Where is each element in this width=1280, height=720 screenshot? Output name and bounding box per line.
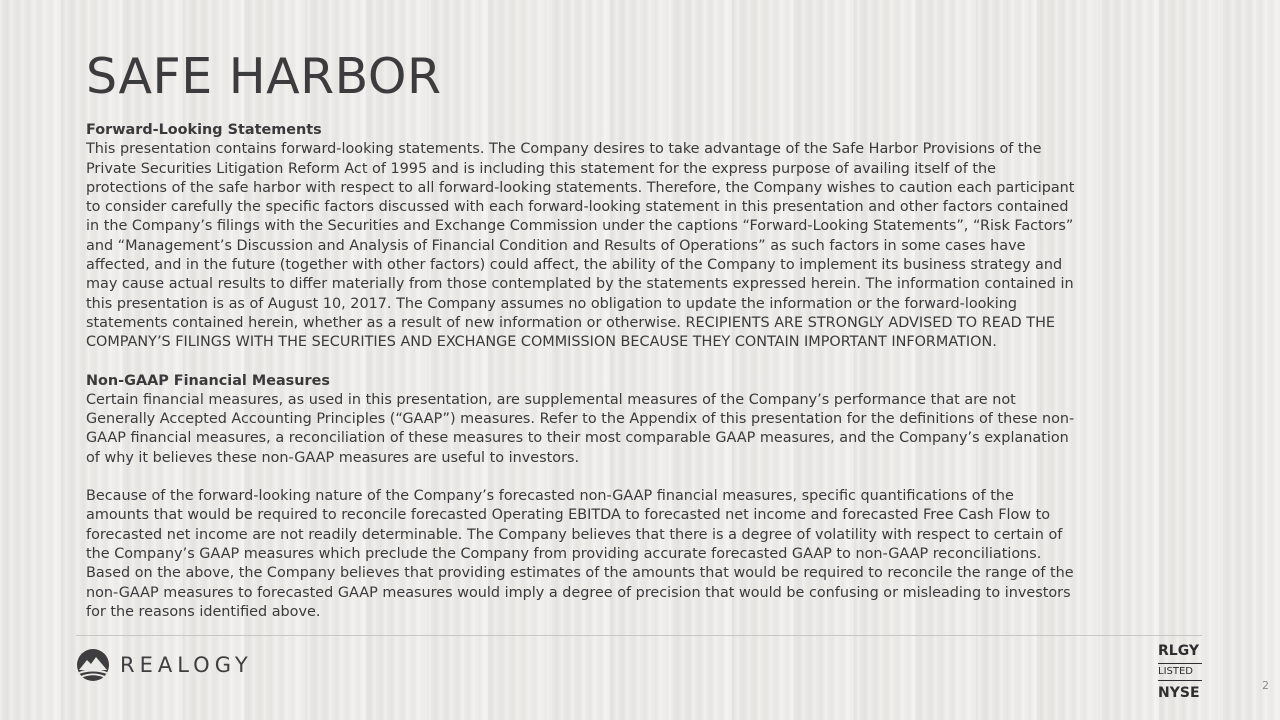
mountain-logo-icon [76,648,110,682]
text-line: for the reasons identified above. [86,603,321,620]
text-line: Private Securities Litigation Reform Act of 1995 and is including this statement for the express purpose of availing itself of the [86,160,996,177]
text-line: of why it believes these non-GAAP measures are useful to investors. [86,449,580,466]
listed-label: LISTED [1158,663,1202,681]
page-number: 2 [1262,679,1269,692]
slide-title: SAFE HARBOR [86,48,442,105]
text-line: non-GAAP measures to forecasted GAAP measures would imply a degree of precision that would be confusing or misleading to investors [86,584,1071,601]
text-line: This presentation contains forward-looking statements. The Company desires to take advantage of the Safe Harbor Provisions of the [86,141,1042,158]
text-line: affected, and in the future (together with other factors) could affect, the ability of the Company to implement its business strategy and [86,257,1063,274]
logo-wordmark: REALOGY [120,653,253,677]
text-line: GAAP financial measures, a reconciliation of these measures to their most comparable GAAP measures, and the Company’s explanation [86,430,1069,447]
text-line: Certain financial measures, as used in this presentation, are supplemental measures of the Company’s performance that are not [86,391,1016,408]
text-line: this presentation is as of August 10, 2017. The Company assumes no obligation to update the information or the forward-looking [86,295,1018,312]
slide-body [86,121,1196,622]
text-line: Because of the forward-looking nature of the Company’s forecasted non-GAAP financial measures, specific quantifications of the [86,488,1014,505]
non-gaap-heading: Non-GAAP Financial Measures [86,372,330,389]
non-gaap-paragraph [86,391,1196,468]
text-line: forecasted net income are not readily determinable. The Company believes that there is a degree of volatility with respect to certain of [86,526,1063,543]
text-line: and “Management’s Discussion and Analysis of Financial Condition and Results of Operations” as such factors in some cases have [86,237,1026,254]
forward-looking-paragraph [86,140,1196,352]
nyse-listing-badge [1158,642,1206,702]
exchange-name: NYSE [1158,685,1200,701]
text-line: Generally Accepted Accounting Principles (“GAAP”) measures. Refer to the Appendix of this presentation for the definitions of these non- [86,411,1075,428]
forward-looking-heading: Forward-Looking Statements [86,122,322,138]
non-gaap-paragraph-2 [86,487,1196,622]
company-logo [76,646,253,684]
text-line: in the Company’s filings with the Securities and Exchange Commission under the captions “Forward-Looking Statements”, “Risk Factors” [86,218,1074,235]
text-line: statements contained herein, whether as a result of new information or otherwise. RECIPIENTS ARE STRONGLY ADVISED TO READ THE [86,314,1055,331]
text-line: protections of the safe harbor with respect to all forward-looking statements. Therefore, the Company wishes to caution each participant [86,179,1075,196]
text-line: to consider carefully the specific factors discussed with each forward-looking statement in this presentation and other factors contained [86,199,1069,216]
text-line: the Company’s GAAP measures which preclude the Company from providing accurate forecasted GAAP to non-GAAP reconciliations. [86,545,1042,562]
text-line: may cause actual results to differ materially from those contemplated by the statements expressed herein. The information contained in [86,276,1074,293]
text-line: Based on the above, the Company believes that providing estimates of the amounts that would be required to reconcile the range of the [86,565,1074,582]
text-line: COMPANY’S FILINGS WITH THE SECURITIES AND EXCHANGE COMMISSION BECAUSE THEY CONTAIN IMPORTANT INFORMATION. [86,334,997,351]
ticker-symbol: RLGY [1158,643,1200,659]
text-line: amounts that would be required to reconcile forecasted Operating EBITDA to forecasted net income and forecasted Free Cash Flow to [86,507,1051,524]
footer-divider [76,635,1202,636]
paragraph-spacer [86,468,1196,487]
paragraph-spacer [86,353,1196,372]
